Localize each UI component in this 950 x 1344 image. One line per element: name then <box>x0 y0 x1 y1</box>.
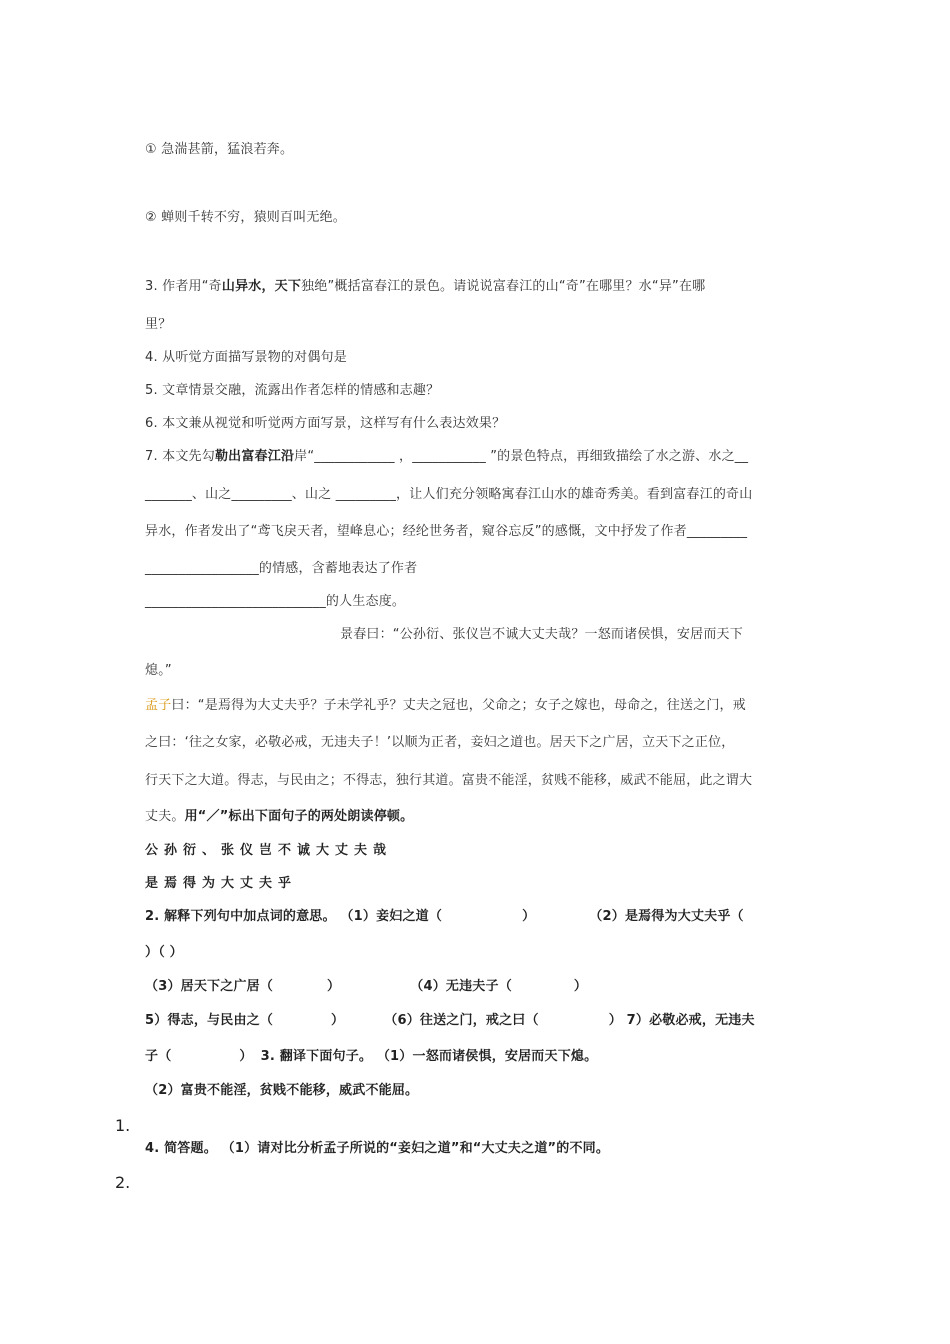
e6-part-1: 子（ <box>145 1049 172 1064</box>
mengzi-name: 孟子 <box>145 698 172 713</box>
q7-post: 岸“____________ ，___________ ”的景色特点，再细致描绘了水之游、水之__ <box>294 449 749 464</box>
e3-part-4: ） <box>573 979 588 994</box>
question-5: 5. 文章情景交融，流露出作者怎样的情感和志趣？ <box>145 383 440 398</box>
e3-part-2: ） <box>327 979 341 994</box>
exercise-translate-2: （2）富贵不能淫，贫贱不能移，威武不能屈。 <box>145 1083 419 1098</box>
e3-part-3: （4）无违夫子（ <box>410 979 512 994</box>
list-number-2: 2. <box>115 1173 131 1192</box>
exercise-2-cont: ）（ ） <box>145 945 183 960</box>
exercise-translate <box>145 1048 597 1066</box>
question-4: 4. 从听觉方面描写景物的对偶句是 <box>145 350 347 365</box>
q7-pre: 7. 本文先勾 <box>145 449 215 464</box>
q3-pre: 3. 作者用“奇 <box>145 279 222 294</box>
e6-part-2: ） <box>239 1049 253 1064</box>
e2-part-3: （2）是焉得为大丈夫乎（ <box>589 909 744 924</box>
q3-post: 独绝”概括富春江的景色。请说说富春江的山“奇”在哪里？水“异”在哪 <box>301 279 706 294</box>
e5-part-3: （6）往送之门，戒之曰（ <box>384 1013 539 1028</box>
e6-part-3: 3. 翻译下面句子。 （1）一怒而诸侯惧，安居而天下熄。 <box>260 1049 598 1064</box>
question-7-line-4: _________________的情感，含蓄地表达了作者 <box>145 561 418 576</box>
mengzi-line-1-rest: 曰：“是焉得为大丈夫乎？子未学礼乎？丈夫之冠也，父命之；女子之嫁也，母命之，往送之门，戒 <box>171 698 746 713</box>
mengzi-line-1 <box>145 697 746 715</box>
pause-sentence-2: 是焉得为大丈夫乎 <box>145 876 298 891</box>
exercise-5-7 <box>145 1012 755 1030</box>
e3-part-1: （3）居天下之广居（ <box>145 979 274 994</box>
exercise-2 <box>145 908 744 926</box>
question-7-line-3: 异水，作者发出了“鸢飞戾天者，望峰息心；经纶世务者，窥谷忘反”的感慨，文中抒发了作者_________ <box>145 524 748 539</box>
text-line-2: ② 蝉则千转不穷，猿则百叫无绝。 <box>145 210 346 225</box>
mengzi-line-4-plain: 丈夫。 <box>145 809 185 824</box>
e5-part-1: 5）得志，与民由之（ <box>145 1013 274 1028</box>
question-7 <box>145 448 748 466</box>
text-line-1: ① 急湍甚箭，猛浪若奔。 <box>145 142 294 157</box>
e2-part-1: 2. 解释下列句中加点词的意思。 （1）妾妇之道（ <box>145 909 443 924</box>
q3-bold: 山异水，天下 <box>221 279 302 294</box>
question-3 <box>145 278 705 296</box>
mengzi-line-2: 之曰：‘往之女家，必敬必戒，无违夫子！’以顺为正者，妾妇之道也。居天下之广居，立天下之正位， <box>145 735 735 750</box>
jingchun-line-2: 熄。” <box>145 663 172 678</box>
e5-part-4: ） 7）必敬必戒，无违夫 <box>608 1013 755 1028</box>
e2-part-2: ） <box>522 909 536 924</box>
pause-instruction: 用“／”标出下面句子的两处朗读停顿。 <box>184 809 414 824</box>
pause-sentence-1: 公孙衍、张仪岂不诚大丈夫哉 <box>145 843 393 858</box>
question-6: 6. 本文兼从视觉和听觉两方面写景，这样写有什么表达效果？ <box>145 416 506 431</box>
question-4-short: 4. 简答题。 （1）请对比分析孟子所说的“妾妇之道”和“大丈夫之道”的不同。 <box>145 1141 610 1156</box>
list-number-1: 1. <box>115 1116 131 1135</box>
question-7-line-2: _______、山之_________、山之 _________，让人们充分领略寓春江山水的雄奇秀美。看到富春江的奇山 <box>145 487 753 502</box>
mengzi-line-3: 行天下之大道。得志，与民由之；不得志，独行其道。富贵不能淫，贫贱不能移，威武不能屈，此之谓大 <box>145 773 753 788</box>
mengzi-line-4 <box>145 808 413 826</box>
q7-bold: 勒出富春江沿 <box>214 449 295 464</box>
e5-part-2: ） <box>331 1013 345 1028</box>
jingchun-line-1: 景春曰：“公孙衍、张仪岂不诚大丈夫哉？一怒而诸侯惧，安居而天下 <box>340 627 743 642</box>
question-3-cont: 里？ <box>145 317 172 332</box>
exercise-3-4 <box>145 978 587 996</box>
question-7-line-5: ___________________________的人生态度。 <box>145 594 406 609</box>
